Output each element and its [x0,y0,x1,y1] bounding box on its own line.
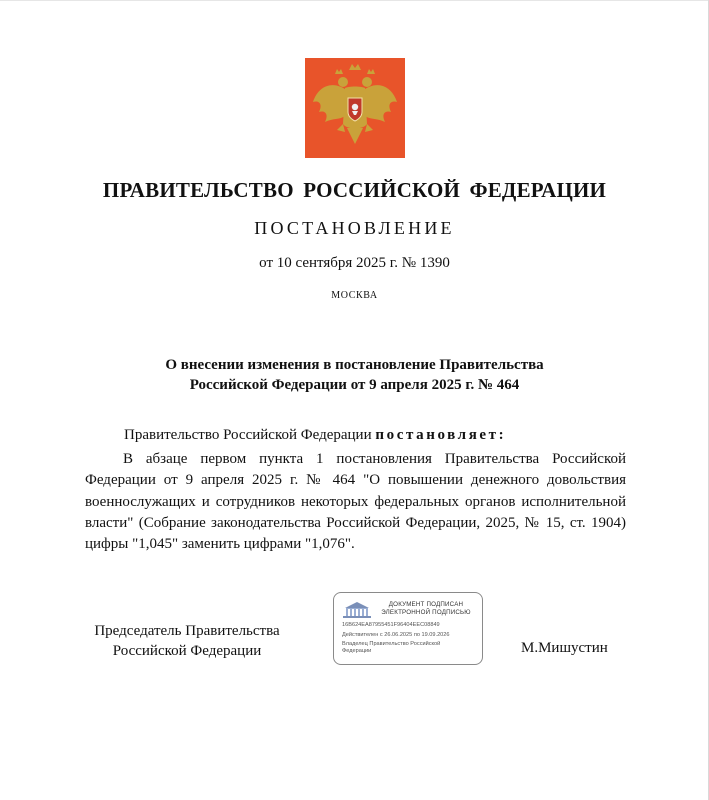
document-city: МОСКВА [331,290,378,301]
electronic-signature-stamp [333,592,483,665]
decree-statement [124,427,506,444]
document-type: ПОСТАНОВЛЕНИЕ [254,218,455,238]
body-paragraph: В абзаце первом пункта 1 постановления Правительства Российской Федерации от 9 апреля 2025 г. № 464 "О повышении денежного довольствия военнослужащих и сотрудников некоторых федеральных органов исполнительной власти" (Собрание законодательства Российской Федерации, 2025, № 15, ст. 1904) цифры "1,045" заменить цифрами "1,076". [85,451,626,553]
stamp-heading [374,601,478,616]
page-top-edge [0,0,709,1]
signatory-title [82,621,292,661]
subject-line-1: О внесении изменения в постановление Правительства [165,357,544,373]
stamp-owner-line-1: Владелец Правительство Российской [342,641,441,647]
signatory-title-line-2: Российской Федерации [112,643,262,659]
signatory-name: М.Мишустин [521,640,608,656]
stamp-validity: Действителен с 26.06.2025 по 19.09.2026 [342,632,450,638]
coat-of-arms-icon [305,58,405,158]
government-title: ПРАВИТЕЛЬСТВО РОССИЙСКОЙ ФЕДЕРАЦИИ [102,178,607,202]
stamp-heading-line-2: ЭЛЕКТРОННОЙ ПОДПИСЬЮ [381,608,471,616]
government-building-icon [342,601,372,619]
stamp-heading-line-1: ДОКУМЕНТ ПОДПИСАН [388,601,464,608]
document-subject [0,355,709,395]
document-date-number: от 10 сентября 2025 г. № 1390 [259,255,450,271]
subject-line-2: Российской Федерации от 9 апреля 2025 г. № 464 [189,377,520,393]
stamp-owner-line-2: Федерации [342,648,372,654]
decree-verb: постановляет: [375,427,507,443]
decree-subject: Правительство Российской Федерации [124,427,372,443]
signatory-title-line-1: Председатель Правительства [94,623,280,639]
stamp-certificate: 16B624EA87955451F96404EEC08849 [342,622,440,628]
